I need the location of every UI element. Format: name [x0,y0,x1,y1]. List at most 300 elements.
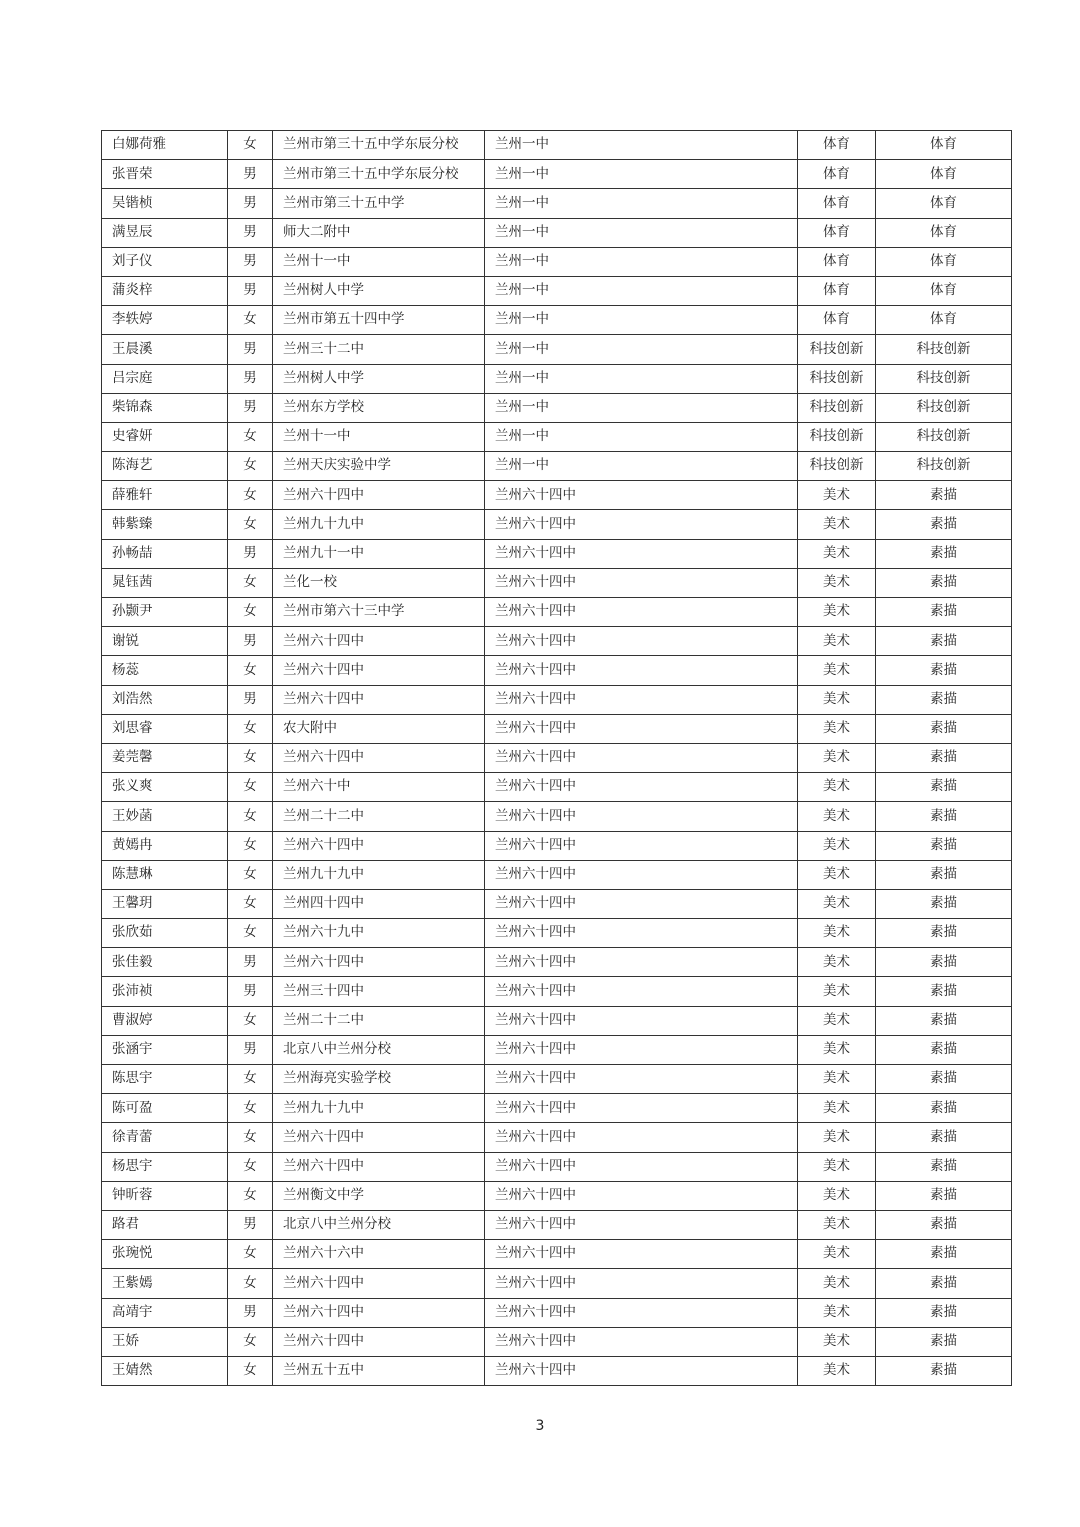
gender-cell: 男 [228,218,273,247]
specialty-item-cell: 体育 [876,160,1012,189]
gender-cell: 女 [228,1327,273,1356]
admitting-school-cell: 兰州一中 [485,393,798,422]
gender-cell: 女 [228,598,273,627]
student-name-cell: 谢锐 [102,627,228,656]
table-row [102,714,1012,743]
gender-cell: 女 [228,802,273,831]
student-name-cell: 陈慧琳 [102,860,228,889]
specialty-category-cell: 美术 [798,1006,876,1035]
specialty-category-cell: 科技创新 [798,452,876,481]
specialty-category-cell: 体育 [798,218,876,247]
current-school-cell: 兰州六十四中 [273,1327,485,1356]
student-name-cell: 张涵宇 [102,1035,228,1064]
admitting-school-cell: 兰州一中 [485,335,798,364]
student-name-cell: 薛雅轩 [102,481,228,510]
specialty-category-cell: 美术 [798,510,876,539]
gender-cell: 女 [228,1152,273,1181]
table-row [102,481,1012,510]
current-school-cell: 兰州衡文中学 [273,1181,485,1210]
gender-cell: 男 [228,1210,273,1239]
specialty-item-cell: 素描 [876,1327,1012,1356]
specialty-category-cell: 美术 [798,977,876,1006]
specialty-category-cell: 体育 [798,247,876,276]
specialty-item-cell: 素描 [876,1035,1012,1064]
admitting-school-cell: 兰州六十四中 [485,539,798,568]
admitting-school-cell: 兰州一中 [485,422,798,451]
gender-cell: 女 [228,568,273,597]
table-row [102,1065,1012,1094]
gender-cell: 女 [228,889,273,918]
current-school-cell: 兰州三十二中 [273,335,485,364]
current-school-cell: 兰化一校 [273,568,485,597]
specialty-item-cell: 素描 [876,714,1012,743]
specialty-item-cell: 素描 [876,919,1012,948]
admitting-school-cell: 兰州一中 [485,218,798,247]
specialty-item-cell: 素描 [876,1006,1012,1035]
admitting-school-cell: 兰州一中 [485,364,798,393]
specialty-category-cell: 美术 [798,1094,876,1123]
table-row [102,831,1012,860]
gender-cell: 女 [228,481,273,510]
table-row [102,773,1012,802]
specialty-item-cell: 体育 [876,247,1012,276]
table-row [102,743,1012,772]
admitting-school-cell: 兰州六十四中 [485,510,798,539]
specialty-category-cell: 美术 [798,1065,876,1094]
student-name-cell: 王妙菡 [102,802,228,831]
specialty-item-cell: 素描 [876,1123,1012,1152]
table-row [102,802,1012,831]
current-school-cell: 兰州六十九中 [273,919,485,948]
gender-cell: 女 [228,1065,273,1094]
table-row [102,306,1012,335]
specialty-item-cell: 素描 [876,481,1012,510]
specialty-category-cell: 美术 [798,1298,876,1327]
table-row [102,189,1012,218]
student-name-cell: 史睿妍 [102,422,228,451]
table-row [102,1181,1012,1210]
current-school-cell: 师大二附中 [273,218,485,247]
admitting-school-cell: 兰州六十四中 [485,773,798,802]
gender-cell: 男 [228,276,273,305]
specialty-item-cell: 素描 [876,598,1012,627]
gender-cell: 女 [228,919,273,948]
table-row [102,1152,1012,1181]
gender-cell: 女 [228,860,273,889]
table-row [102,335,1012,364]
current-school-cell: 兰州九十一中 [273,539,485,568]
student-name-cell: 满昱辰 [102,218,228,247]
admitting-school-cell: 兰州一中 [485,306,798,335]
specialty-item-cell: 素描 [876,743,1012,772]
specialty-category-cell: 体育 [798,306,876,335]
specialty-category-cell: 美术 [798,1240,876,1269]
table-row [102,452,1012,481]
gender-cell: 男 [228,364,273,393]
current-school-cell: 兰州九十九中 [273,510,485,539]
specialty-category-cell: 体育 [798,160,876,189]
specialty-item-cell: 素描 [876,1181,1012,1210]
specialty-category-cell: 美术 [798,773,876,802]
admitting-school-cell: 兰州六十四中 [485,802,798,831]
student-name-cell: 徐青蕾 [102,1123,228,1152]
specialty-category-cell: 美术 [798,743,876,772]
gender-cell: 男 [228,1035,273,1064]
admitting-school-cell: 兰州一中 [485,160,798,189]
specialty-item-cell: 素描 [876,1356,1012,1385]
table-row [102,1094,1012,1123]
current-school-cell: 兰州六十四中 [273,948,485,977]
gender-cell: 男 [228,247,273,276]
admitting-school-cell: 兰州一中 [485,189,798,218]
gender-cell: 男 [228,393,273,422]
specialty-category-cell: 美术 [798,860,876,889]
admitting-school-cell: 兰州六十四中 [485,1269,798,1298]
page-number: 3 [535,1418,545,1434]
table-row [102,422,1012,451]
specialty-item-cell: 素描 [876,948,1012,977]
student-name-cell: 白娜荷雅 [102,131,228,160]
specialty-category-cell: 美术 [798,831,876,860]
student-name-cell: 韩紫臻 [102,510,228,539]
specialty-category-cell: 美术 [798,1152,876,1181]
student-name-cell: 晁钰茜 [102,568,228,597]
admitting-school-cell: 兰州一中 [485,247,798,276]
specialty-category-cell: 科技创新 [798,422,876,451]
specialty-item-cell: 素描 [876,1298,1012,1327]
specialty-category-cell: 美术 [798,656,876,685]
student-name-cell: 王馨玥 [102,889,228,918]
specialty-item-cell: 素描 [876,977,1012,1006]
specialty-item-cell: 素描 [876,1269,1012,1298]
admitting-school-cell: 兰州六十四中 [485,1356,798,1385]
student-name-cell: 张佳毅 [102,948,228,977]
current-school-cell: 兰州六十四中 [273,481,485,510]
gender-cell: 男 [228,627,273,656]
specialty-item-cell: 体育 [876,306,1012,335]
admitting-school-cell: 兰州六十四中 [485,831,798,860]
current-school-cell: 北京八中兰州分校 [273,1035,485,1064]
specialty-category-cell: 美术 [798,1181,876,1210]
current-school-cell: 兰州二十二中 [273,1006,485,1035]
specialty-item-cell: 科技创新 [876,393,1012,422]
specialty-category-cell: 美术 [798,802,876,831]
specialty-category-cell: 美术 [798,1327,876,1356]
current-school-cell: 兰州六十四中 [273,831,485,860]
student-name-cell: 王紫嫣 [102,1269,228,1298]
student-name-cell: 杨思宇 [102,1152,228,1181]
current-school-cell: 兰州十一中 [273,247,485,276]
admitting-school-cell: 兰州六十四中 [485,948,798,977]
specialty-item-cell: 素描 [876,773,1012,802]
gender-cell: 男 [228,189,273,218]
specialty-item-cell: 科技创新 [876,452,1012,481]
table-row [102,1240,1012,1269]
specialty-item-cell: 体育 [876,131,1012,160]
current-school-cell: 兰州市第六十三中学 [273,598,485,627]
student-name-cell: 高靖宇 [102,1298,228,1327]
admitting-school-cell: 兰州六十四中 [485,598,798,627]
current-school-cell: 兰州东方学校 [273,393,485,422]
student-name-cell: 张沛祯 [102,977,228,1006]
admitting-school-cell: 兰州六十四中 [485,714,798,743]
admitting-school-cell: 兰州一中 [485,452,798,481]
current-school-cell: 兰州六十四中 [273,743,485,772]
student-name-cell: 黄嫣冉 [102,831,228,860]
student-name-cell: 张晋荣 [102,160,228,189]
table-row [102,977,1012,1006]
gender-cell: 女 [228,714,273,743]
table-row [102,218,1012,247]
table-row [102,276,1012,305]
gender-cell: 女 [228,1181,273,1210]
gender-cell: 女 [228,1356,273,1385]
gender-cell: 男 [228,335,273,364]
specialty-category-cell: 美术 [798,481,876,510]
gender-cell: 男 [228,1298,273,1327]
student-name-cell: 孙颢尹 [102,598,228,627]
gender-cell: 女 [228,1123,273,1152]
table-row [102,539,1012,568]
admitting-school-cell: 兰州六十四中 [485,977,798,1006]
current-school-cell: 兰州六十四中 [273,1123,485,1152]
student-name-cell: 陈可盈 [102,1094,228,1123]
current-school-cell: 兰州六十六中 [273,1240,485,1269]
student-name-cell: 杨蕊 [102,656,228,685]
specialty-category-cell: 美术 [798,598,876,627]
current-school-cell: 兰州树人中学 [273,364,485,393]
specialty-category-cell: 美术 [798,1269,876,1298]
table-row [102,1298,1012,1327]
current-school-cell: 兰州市第三十五中学 [273,189,485,218]
specialty-category-cell: 美术 [798,627,876,656]
table-row [102,1269,1012,1298]
specialty-category-cell: 美术 [798,685,876,714]
specialty-item-cell: 体育 [876,276,1012,305]
student-name-cell: 钟昕蓉 [102,1181,228,1210]
gender-cell: 女 [228,422,273,451]
table-row [102,889,1012,918]
current-school-cell: 兰州二十二中 [273,802,485,831]
specialty-item-cell: 素描 [876,831,1012,860]
admitting-school-cell: 兰州六十四中 [485,919,798,948]
specialty-category-cell: 美术 [798,1035,876,1064]
table-row [102,510,1012,539]
current-school-cell: 兰州六十四中 [273,627,485,656]
admitting-school-cell: 兰州六十四中 [485,481,798,510]
student-name-cell: 孙畅喆 [102,539,228,568]
admitting-school-cell: 兰州六十四中 [485,627,798,656]
student-name-cell: 吴锴桢 [102,189,228,218]
admitting-school-cell: 兰州六十四中 [485,1298,798,1327]
gender-cell: 女 [228,743,273,772]
current-school-cell: 兰州市第三十五中学东辰分校 [273,131,485,160]
gender-cell: 女 [228,1240,273,1269]
specialty-item-cell: 素描 [876,1152,1012,1181]
current-school-cell: 兰州三十四中 [273,977,485,1006]
admitting-school-cell: 兰州六十四中 [485,1006,798,1035]
gender-cell: 男 [228,685,273,714]
admitting-school-cell: 兰州六十四中 [485,1210,798,1239]
current-school-cell: 兰州市第三十五中学东辰分校 [273,160,485,189]
specialty-item-cell: 素描 [876,1065,1012,1094]
specialty-category-cell: 科技创新 [798,393,876,422]
admitting-school-cell: 兰州六十四中 [485,656,798,685]
gender-cell: 女 [228,1269,273,1298]
specialty-item-cell: 体育 [876,189,1012,218]
table-row [102,948,1012,977]
table-row [102,1006,1012,1035]
current-school-cell: 兰州六十四中 [273,685,485,714]
gender-cell: 女 [228,1094,273,1123]
table-row [102,685,1012,714]
admitting-school-cell: 兰州六十四中 [485,1327,798,1356]
admitting-school-cell: 兰州六十四中 [485,1152,798,1181]
table-row [102,656,1012,685]
student-name-cell: 陈海艺 [102,452,228,481]
specialty-item-cell: 素描 [876,568,1012,597]
specialty-item-cell: 素描 [876,1210,1012,1239]
table-body [102,131,1012,1386]
specialty-category-cell: 美术 [798,948,876,977]
gender-cell: 男 [228,539,273,568]
specialty-category-cell: 体育 [798,131,876,160]
table-row [102,1327,1012,1356]
specialty-item-cell: 素描 [876,1094,1012,1123]
student-table [101,130,1012,1386]
table-row [102,919,1012,948]
specialty-category-cell: 美术 [798,539,876,568]
student-name-cell: 姜莞馨 [102,743,228,772]
specialty-category-cell: 科技创新 [798,335,876,364]
admitting-school-cell: 兰州六十四中 [485,1094,798,1123]
specialty-item-cell: 科技创新 [876,364,1012,393]
admitting-school-cell: 兰州六十四中 [485,568,798,597]
table-row [102,1123,1012,1152]
specialty-item-cell: 科技创新 [876,335,1012,364]
current-school-cell: 兰州六十四中 [273,1152,485,1181]
table-row [102,160,1012,189]
student-name-cell: 刘子仪 [102,247,228,276]
student-name-cell: 柴锦森 [102,393,228,422]
specialty-category-cell: 美术 [798,1356,876,1385]
student-name-cell: 王晨溪 [102,335,228,364]
current-school-cell: 兰州树人中学 [273,276,485,305]
current-school-cell: 兰州九十九中 [273,1094,485,1123]
student-name-cell: 路君 [102,1210,228,1239]
admitting-school-cell: 兰州六十四中 [485,889,798,918]
current-school-cell: 兰州市第五十四中学 [273,306,485,335]
gender-cell: 女 [228,831,273,860]
current-school-cell: 兰州九十九中 [273,860,485,889]
student-name-cell: 张义爽 [102,773,228,802]
table-row [102,627,1012,656]
current-school-cell: 兰州海亮实验学校 [273,1065,485,1094]
specialty-item-cell: 素描 [876,656,1012,685]
admitting-school-cell: 兰州六十四中 [485,743,798,772]
specialty-item-cell: 素描 [876,510,1012,539]
current-school-cell: 兰州六十四中 [273,656,485,685]
specialty-category-cell: 美术 [798,1123,876,1152]
table-row [102,247,1012,276]
current-school-cell: 北京八中兰州分校 [273,1210,485,1239]
table-row [102,1210,1012,1239]
specialty-item-cell: 素描 [876,860,1012,889]
table-row [102,393,1012,422]
admitting-school-cell: 兰州六十四中 [485,1065,798,1094]
admitting-school-cell: 兰州六十四中 [485,1240,798,1269]
table-row [102,364,1012,393]
student-name-cell: 王婧然 [102,1356,228,1385]
specialty-category-cell: 科技创新 [798,364,876,393]
specialty-item-cell: 体育 [876,218,1012,247]
specialty-item-cell: 科技创新 [876,422,1012,451]
current-school-cell: 兰州十一中 [273,422,485,451]
specialty-category-cell: 体育 [798,276,876,305]
specialty-item-cell: 素描 [876,627,1012,656]
gender-cell: 女 [228,656,273,685]
student-name-cell: 王娇 [102,1327,228,1356]
admitting-school-cell: 兰州六十四中 [485,1123,798,1152]
specialty-item-cell: 素描 [876,889,1012,918]
specialty-item-cell: 素描 [876,802,1012,831]
admitting-school-cell: 兰州六十四中 [485,860,798,889]
student-name-cell: 李轶婷 [102,306,228,335]
gender-cell: 男 [228,948,273,977]
gender-cell: 女 [228,773,273,802]
gender-cell: 女 [228,131,273,160]
gender-cell: 女 [228,510,273,539]
admitting-school-cell: 兰州六十四中 [485,1181,798,1210]
gender-cell: 男 [228,160,273,189]
table-row [102,598,1012,627]
current-school-cell: 兰州天庆实验中学 [273,452,485,481]
student-name-cell: 吕宗庭 [102,364,228,393]
student-name-cell: 刘浩然 [102,685,228,714]
student-name-cell: 陈思宇 [102,1065,228,1094]
specialty-category-cell: 体育 [798,189,876,218]
table-row [102,131,1012,160]
specialty-category-cell: 美术 [798,889,876,918]
gender-cell: 女 [228,1006,273,1035]
table-row [102,1356,1012,1385]
specialty-category-cell: 美术 [798,714,876,743]
specialty-item-cell: 素描 [876,685,1012,714]
table-row [102,860,1012,889]
current-school-cell: 兰州六十中 [273,773,485,802]
current-school-cell: 兰州五十五中 [273,1356,485,1385]
gender-cell: 男 [228,977,273,1006]
specialty-category-cell: 美术 [798,568,876,597]
admitting-school-cell: 兰州六十四中 [485,1035,798,1064]
current-school-cell: 兰州四十四中 [273,889,485,918]
table-row [102,1035,1012,1064]
student-name-cell: 刘思睿 [102,714,228,743]
admitting-school-cell: 兰州六十四中 [485,685,798,714]
specialty-category-cell: 美术 [798,1210,876,1239]
current-school-cell: 农大附中 [273,714,485,743]
current-school-cell: 兰州六十四中 [273,1298,485,1327]
admitting-school-cell: 兰州一中 [485,276,798,305]
specialty-item-cell: 素描 [876,1240,1012,1269]
admitting-school-cell: 兰州一中 [485,131,798,160]
current-school-cell: 兰州六十四中 [273,1269,485,1298]
specialty-category-cell: 美术 [798,919,876,948]
gender-cell: 女 [228,452,273,481]
table-row [102,568,1012,597]
student-name-cell: 蒲炎梓 [102,276,228,305]
student-name-cell: 曹淑婷 [102,1006,228,1035]
